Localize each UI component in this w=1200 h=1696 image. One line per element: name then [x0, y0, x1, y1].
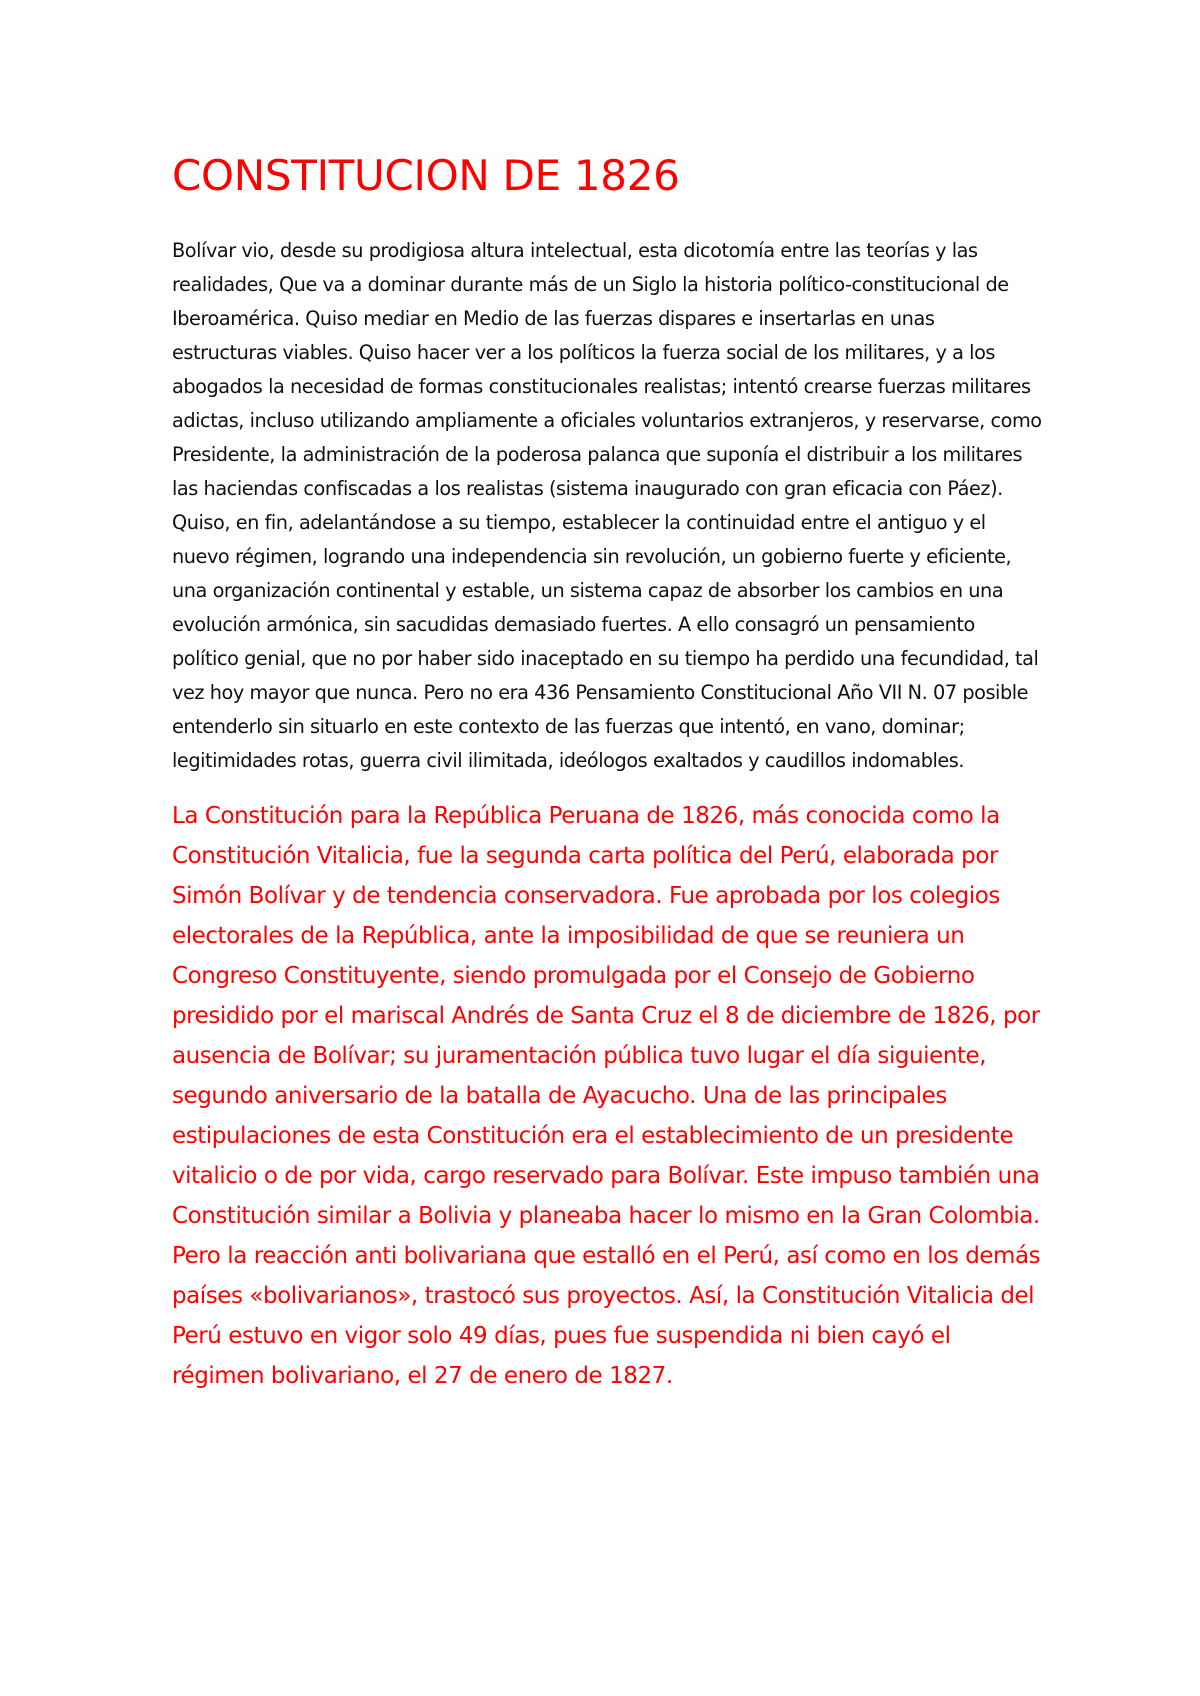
paragraph-bolivar-context: Bolívar vio, desde su prodigiosa altura intelectual, esta dicotomía entre las teorías y las realidades, Que va a dominar durante más de un Siglo la historia político-constitucional de Iberoamérica. Quiso mediar en Medio de las fuerzas dispares e insertarlas en unas estructuras viables. Quiso hacer ver a los políticos la fuerza social de los militares, y a los abogados la necesidad de formas constitucionales realistas; intentó crearse fuerzas militares adictas, incluso utilizando ampliamente a oficiales voluntarios extranjeros, y reservarse, como Presidente, la administración de la poderosa palanca que suponía el distribuir a los militares las haciendas confiscadas a los realistas (sistema inaugurado con gran eficacia con Páez). Quiso, en fin, adelantándose a su tiempo, establecer la continuidad entre el antiguo y el nuevo régimen, logrando una independencia sin revolución, un gobierno fuerte y eficiente, una organización continental y estable, un sistema capaz de absorber los cambios en una evolución armónica, sin sacudidas demasiado fuertes. A ello consagró un pensamiento político genial, que no por haber sido inaceptado en su tiempo ha perdido una fecundidad, tal vez hoy mayor que nunca. Pero no era 436 Pensamiento Constitucional Año VII N. 07 posible entenderlo sin situarlo en este contexto de las fuerzas que intentó, en vano, dominar; legitimidades rotas, guerra civil ilimitada, ideólogos exaltados y caudillos indomables.: [172, 239, 1042, 772]
document-title: CONSTITUCION DE 1826: [172, 151, 680, 200]
paragraph-constitucion-vitalicia: La Constitución para la República Peruana de 1826, más conocida como la Constitución Vitalicia, fue la segunda carta política del Perú, elaborada por Simón Bolívar y de tendencia conservadora. Fue aprobada por los colegios electorales de la República, ante la imposibilidad de que se reuniera un Congreso Constituyente, siendo promulgada por el Consejo de Gobierno presidido por el mariscal Andrés de Santa Cruz el 8 de diciembre de 1826, por ausencia de Bolívar; su juramentación pública tuvo lugar el día siguiente, segundo aniversario de la batalla de Ayacucho. Una de las principales estipulaciones de esta Constitución era el establecimiento de un presidente vitalicio o de por vida, cargo reservado para Bolívar. Este impuso también una Constitución similar a Bolivia y planeaba hacer lo mismo en la Gran Colombia. Pero la reacción anti bolivariana que estalló en el Perú, así como en los demás países «bolivarianos», trastocó sus proyectos. Así, la Constitución Vitalicia del Perú estuvo en vigor solo 49 días, pues fue suspendida ni bien cayó el régimen bolivariano, el 27 de enero de 1827.: [172, 803, 1041, 1389]
document-body: [172, 150, 1042, 1396]
